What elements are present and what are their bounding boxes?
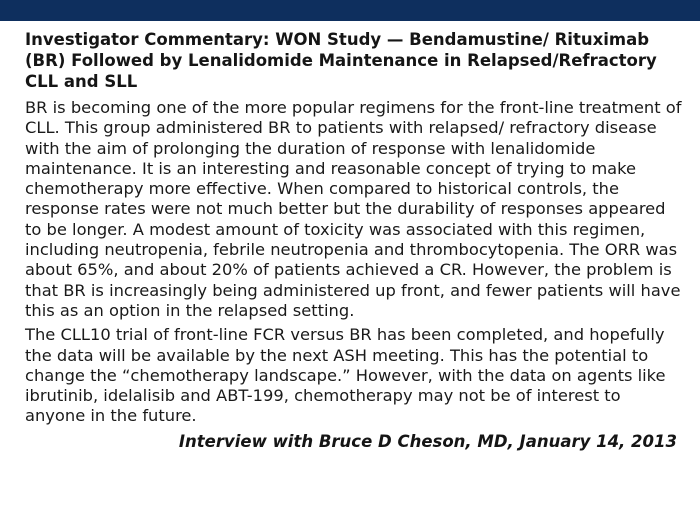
slide-content — [25, 29, 683, 452]
commentary-paragraph-1: BR is becoming one of the more popular regimens for the front-line treatment of CLL. This group administered BR to patients with relapsed/ refractory disease with the aim of prolonging the duration of response with lenalidomide maintenance. It is an interesting and reasonable concept of trying to make chemotherapy more effective. When compared to historical controls, the response rates were not much better but the durability of responses appeared to be longer. A modest amount of toxicity was associated with this regimen, including neutropenia, febrile neutropenia and thrombocytopenia. The ORR was about 65%, and about 20% of patients achieved a CR. However, the problem is that BR is increasingly being administered up front, and fewer patients will have this as an option in the relapsed setting. — [25, 98, 682, 320]
header-bar — [0, 0, 700, 21]
commentary-paragraph-2: The CLL10 trial of front-line FCR versus BR has been completed, and hopefully the data will be available by the next ASH meeting. This has the potential to change the “chemotherapy landscape.” However, with the data on agents like ibrutinib, idelalisib and ABT-199, chemotherapy may not be of interest to anyone in the future. — [25, 325, 666, 426]
slide-title: Investigator Commentary: WON Study — Bendamustine/ Rituximab (BR) Followed by Lenalidomide Maintenance in Relapsed/Refractory CLL and SLL — [25, 30, 657, 91]
interview-attribution: Interview with Bruce D Cheson, MD, January 14, 2013 — [178, 431, 677, 451]
